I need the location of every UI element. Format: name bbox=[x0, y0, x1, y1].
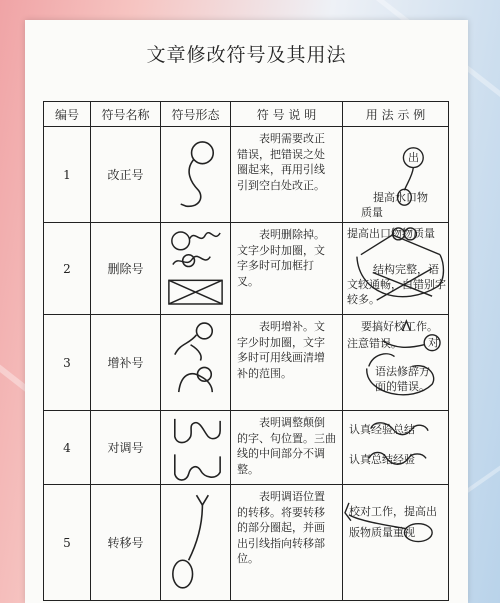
symbol-name: 改正号 bbox=[91, 127, 161, 223]
symbols-table bbox=[43, 101, 449, 601]
example-text-line: 质量 bbox=[361, 206, 383, 219]
document-page bbox=[25, 20, 468, 603]
example-insertion: 出 bbox=[408, 151, 419, 164]
example-insertion: 对 bbox=[428, 336, 439, 349]
header-usage-example: 用 法 示 例 bbox=[343, 102, 449, 127]
table-row bbox=[44, 127, 449, 223]
symbol-name: 对调号 bbox=[91, 411, 161, 485]
row-number: 3 bbox=[44, 315, 91, 411]
header-number: 编号 bbox=[44, 102, 91, 127]
table-row bbox=[44, 223, 449, 315]
symbol-description: 表明调语位置 的转移。将要转移 的部分圈起，并画 出引线指向转移部 位。 bbox=[231, 485, 343, 601]
table-row bbox=[44, 485, 449, 601]
insertion-mark-icon bbox=[161, 315, 231, 411]
table-header-row bbox=[44, 102, 449, 127]
usage-example bbox=[343, 485, 449, 601]
example-text-line: 提高出口物物质量 bbox=[347, 227, 435, 240]
row-number: 2 bbox=[44, 223, 91, 315]
row-number: 1 bbox=[44, 127, 91, 223]
row-number: 5 bbox=[44, 485, 91, 601]
transposition-mark-icon bbox=[161, 411, 231, 485]
usage-example bbox=[343, 411, 449, 485]
example-text-line: 认真经验总结 bbox=[349, 423, 415, 436]
example-text-line: 文较通畅，白错别字 bbox=[347, 278, 446, 291]
symbol-name: 增补号 bbox=[91, 315, 161, 411]
example-text-line: 注意错误。 bbox=[347, 337, 402, 350]
example-text-line: 结构完整，语 bbox=[373, 263, 439, 276]
example-text-line: 较多。 bbox=[347, 293, 380, 306]
deletion-mark-icon bbox=[161, 223, 231, 315]
symbol-name: 删除号 bbox=[91, 223, 161, 315]
usage-example bbox=[343, 315, 449, 411]
example-text-line: 版物质量重视 bbox=[349, 526, 415, 539]
example-text-line: 要搞好校工作。 bbox=[361, 320, 438, 333]
table-row bbox=[44, 411, 449, 485]
example-text-line: 校对工作，提高出 bbox=[349, 505, 437, 518]
row-number: 4 bbox=[44, 411, 91, 485]
symbol-description: 表明增补。文 字少时加圈，文字 多时可用线画清增 补的范围。 bbox=[231, 315, 343, 411]
symbol-description: 表明调整颠倒 的字、句位置。三曲 线的中间部分不调 整。 bbox=[231, 411, 343, 485]
symbol-name: 转移号 bbox=[91, 485, 161, 601]
correction-mark-icon bbox=[161, 127, 231, 223]
usage-example bbox=[343, 127, 449, 223]
page-title: 文章修改符号及其用法 bbox=[146, 44, 347, 66]
transfer-mark-icon bbox=[161, 485, 231, 601]
header-symbol-name: 符号名称 bbox=[91, 102, 161, 127]
symbol-description: 表明需要改正 错误，把错误之处 圈起来，再用引线 引到空白处改正。 bbox=[231, 127, 343, 223]
example-text-line: 语法修辞方 bbox=[375, 365, 430, 378]
example-text-line: 提高水口物 bbox=[373, 191, 428, 204]
example-text-line: 面的错误。 bbox=[375, 380, 430, 393]
header-symbol-description: 符 号 说 明 bbox=[231, 102, 343, 127]
table-row bbox=[44, 315, 449, 411]
example-text-line: 认真总结经验 bbox=[349, 453, 415, 466]
usage-example bbox=[343, 223, 449, 315]
symbol-description: 表明删除掉。 文字少时加圈，文 字多时可加框打 叉。 bbox=[231, 223, 343, 315]
header-symbol-shape: 符号形态 bbox=[161, 102, 231, 127]
